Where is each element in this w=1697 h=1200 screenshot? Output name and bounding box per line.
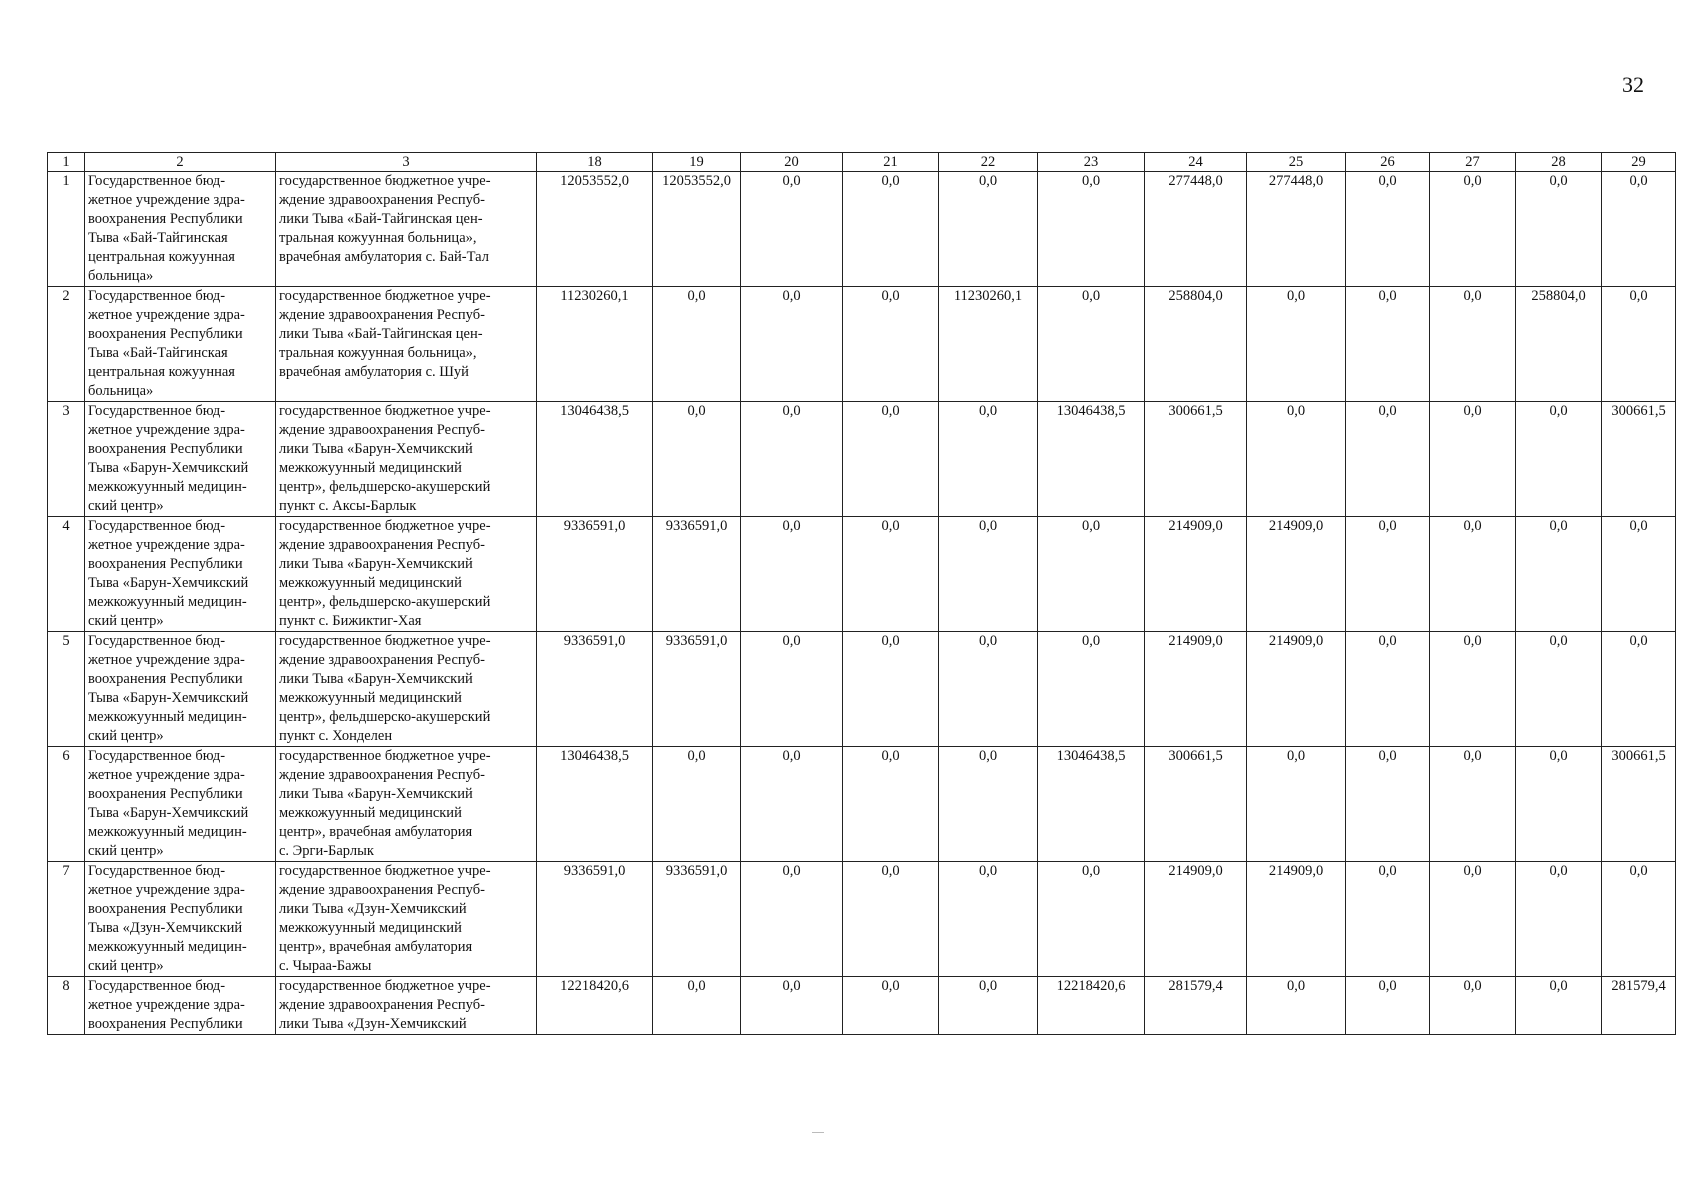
- value-cell: 0,0: [843, 747, 939, 862]
- row-number: 8: [48, 977, 85, 1035]
- value-cell: 0,0: [843, 862, 939, 977]
- value-cell: 0,0: [741, 402, 843, 517]
- value-cell: 0,0: [741, 862, 843, 977]
- value-cell: 0,0: [1602, 517, 1676, 632]
- value-cell: 0,0: [1038, 862, 1145, 977]
- value-cell: 0,0: [1516, 517, 1602, 632]
- value-cell: 0,0: [1038, 287, 1145, 402]
- value-cell: 0,0: [939, 172, 1038, 287]
- value-cell: 9336591,0: [653, 517, 741, 632]
- table-row: [48, 287, 1676, 402]
- table-row: [48, 977, 1676, 1035]
- value-cell: 0,0: [1247, 977, 1346, 1035]
- value-cell: 0,0: [1247, 402, 1346, 517]
- value-cell: 0,0: [1247, 747, 1346, 862]
- value-cell: 0,0: [653, 287, 741, 402]
- value-cell: 0,0: [939, 747, 1038, 862]
- value-cell: 0,0: [939, 977, 1038, 1035]
- header-cell: 27: [1430, 153, 1516, 172]
- facility-name: государственное бюджетное учре- ждение здравоохранения Респуб- лики Тыва «Барун-Хемчикский межкожуунный медицинский центр», врачебная амбулатория с. Эрги-Барлык: [276, 747, 537, 862]
- value-cell: 0,0: [1602, 862, 1676, 977]
- value-cell: 0,0: [1516, 172, 1602, 287]
- value-cell: 0,0: [1430, 402, 1516, 517]
- facility-name: государственное бюджетное учре- ждение здравоохранения Респуб- лики Тыва «Бай-Тайгинская цен- тральная кожуунная больница», врачебная амбулатория с. Бай-Тал: [276, 172, 537, 287]
- header-cell: 18: [537, 153, 653, 172]
- value-cell: 0,0: [1346, 402, 1430, 517]
- header-cell: 26: [1346, 153, 1430, 172]
- value-cell: 13046438,5: [537, 402, 653, 517]
- table-row: [48, 517, 1676, 632]
- value-cell: 0,0: [1516, 402, 1602, 517]
- value-cell: 0,0: [843, 517, 939, 632]
- table-row: [48, 172, 1676, 287]
- value-cell: 300661,5: [1602, 747, 1676, 862]
- value-cell: 9336591,0: [653, 862, 741, 977]
- page-number: 32: [1622, 72, 1644, 97]
- value-cell: 0,0: [741, 632, 843, 747]
- value-cell: 0,0: [939, 862, 1038, 977]
- value-cell: 0,0: [843, 172, 939, 287]
- value-cell: 13046438,5: [1038, 747, 1145, 862]
- header-cell: 23: [1038, 153, 1145, 172]
- value-cell: 0,0: [1346, 172, 1430, 287]
- value-cell: 0,0: [741, 747, 843, 862]
- value-cell: 214909,0: [1247, 862, 1346, 977]
- header-cell: 25: [1247, 153, 1346, 172]
- header-cell: 2: [85, 153, 276, 172]
- value-cell: 0,0: [1516, 977, 1602, 1035]
- value-cell: 11230260,1: [537, 287, 653, 402]
- header-cell: 29: [1602, 153, 1676, 172]
- value-cell: 12053552,0: [537, 172, 653, 287]
- data-table-container: [47, 152, 1675, 1035]
- institution-name: Государственное бюд- жетное учреждение здра- воохранения Республики Тыва «Бай-Тайгинская центральная кожуунная больница»: [85, 287, 276, 402]
- value-cell: 214909,0: [1247, 632, 1346, 747]
- institution-name: Государственное бюд- жетное учреждение здра- воохранения Республики Тыва «Барун-Хемчикский межкожуунный медицин- ский центр»: [85, 402, 276, 517]
- value-cell: 281579,4: [1145, 977, 1247, 1035]
- value-cell: 214909,0: [1145, 632, 1247, 747]
- header-cell: 28: [1516, 153, 1602, 172]
- value-cell: 9336591,0: [537, 862, 653, 977]
- value-cell: 0,0: [843, 632, 939, 747]
- value-cell: 0,0: [741, 977, 843, 1035]
- row-number: 5: [48, 632, 85, 747]
- data-table: [47, 152, 1676, 1035]
- institution-name: Государственное бюд- жетное учреждение здра- воохранения Республики Тыва «Барун-Хемчикский межкожуунный медицин- ский центр»: [85, 747, 276, 862]
- header-cell: 22: [939, 153, 1038, 172]
- value-cell: 0,0: [1346, 287, 1430, 402]
- institution-name: Государственное бюд- жетное учреждение здра- воохранения Республики Тыва «Дзун-Хемчикский межкожуунный медицин- ский центр»: [85, 862, 276, 977]
- value-cell: 0,0: [1430, 172, 1516, 287]
- row-number: 7: [48, 862, 85, 977]
- value-cell: 0,0: [1346, 517, 1430, 632]
- header-cell: 19: [653, 153, 741, 172]
- value-cell: 214909,0: [1247, 517, 1346, 632]
- value-cell: 0,0: [1602, 172, 1676, 287]
- value-cell: 300661,5: [1145, 402, 1247, 517]
- value-cell: 0,0: [1430, 977, 1516, 1035]
- value-cell: 0,0: [1516, 632, 1602, 747]
- header-cell: 1: [48, 153, 85, 172]
- value-cell: 0,0: [939, 517, 1038, 632]
- row-number: 4: [48, 517, 85, 632]
- value-cell: 0,0: [1516, 862, 1602, 977]
- value-cell: 277448,0: [1247, 172, 1346, 287]
- facility-name: государственное бюджетное учре- ждение здравоохранения Респуб- лики Тыва «Барун-Хемчикский межкожуунный медицинский центр», фельдшерско-акушерский пункт с. Аксы-Барлык: [276, 402, 537, 517]
- header-cell: 24: [1145, 153, 1247, 172]
- value-cell: 0,0: [653, 747, 741, 862]
- value-cell: 0,0: [843, 402, 939, 517]
- value-cell: 0,0: [1430, 517, 1516, 632]
- value-cell: 0,0: [653, 977, 741, 1035]
- facility-name: государственное бюджетное учре- ждение здравоохранения Респуб- лики Тыва «Дзун-Хемчикский межкожуунный медицинский центр», врачебная амбулатория с. Чыраа-Бажы: [276, 862, 537, 977]
- value-cell: 0,0: [939, 632, 1038, 747]
- header-cell: 20: [741, 153, 843, 172]
- value-cell: 9336591,0: [653, 632, 741, 747]
- value-cell: 214909,0: [1145, 517, 1247, 632]
- value-cell: 277448,0: [1145, 172, 1247, 287]
- value-cell: 9336591,0: [537, 517, 653, 632]
- header-cell: 21: [843, 153, 939, 172]
- institution-name: Государственное бюд- жетное учреждение здра- воохранения Республики Тыва «Барун-Хемчикский межкожуунный медицин- ский центр»: [85, 632, 276, 747]
- table-row: [48, 632, 1676, 747]
- value-cell: 0,0: [1346, 747, 1430, 862]
- row-number: 6: [48, 747, 85, 862]
- value-cell: 0,0: [1430, 287, 1516, 402]
- value-cell: 0,0: [1346, 977, 1430, 1035]
- institution-name: Государственное бюд- жетное учреждение здра- воохранения Республики Тыва «Барун-Хемчикский межкожуунный медицин- ский центр»: [85, 517, 276, 632]
- value-cell: 13046438,5: [1038, 402, 1145, 517]
- value-cell: 0,0: [1346, 632, 1430, 747]
- value-cell: 0,0: [843, 287, 939, 402]
- facility-name: государственное бюджетное учре- ждение здравоохранения Респуб- лики Тыва «Бай-Тайгинская цен- тральная кожуунная больница», врачебная амбулатория с. Шуй: [276, 287, 537, 402]
- facility-name: государственное бюджетное учре- ждение здравоохранения Респуб- лики Тыва «Дзун-Хемчикский: [276, 977, 537, 1035]
- value-cell: 0,0: [741, 172, 843, 287]
- value-cell: 0,0: [1430, 747, 1516, 862]
- value-cell: 12218420,6: [537, 977, 653, 1035]
- value-cell: 0,0: [1430, 632, 1516, 747]
- header-cell: 3: [276, 153, 537, 172]
- table-row: [48, 402, 1676, 517]
- value-cell: 0,0: [843, 977, 939, 1035]
- value-cell: 258804,0: [1145, 287, 1247, 402]
- value-cell: 281579,4: [1602, 977, 1676, 1035]
- value-cell: 0,0: [741, 287, 843, 402]
- value-cell: 0,0: [1038, 517, 1145, 632]
- value-cell: 0,0: [1038, 632, 1145, 747]
- value-cell: 0,0: [741, 517, 843, 632]
- value-cell: 0,0: [1038, 172, 1145, 287]
- value-cell: 0,0: [1602, 287, 1676, 402]
- value-cell: 9336591,0: [537, 632, 653, 747]
- table-row: [48, 747, 1676, 862]
- value-cell: 0,0: [1602, 632, 1676, 747]
- row-number: 2: [48, 287, 85, 402]
- value-cell: 0,0: [1430, 862, 1516, 977]
- value-cell: 0,0: [939, 402, 1038, 517]
- value-cell: 0,0: [1346, 862, 1430, 977]
- value-cell: 12053552,0: [653, 172, 741, 287]
- value-cell: 214909,0: [1145, 862, 1247, 977]
- facility-name: государственное бюджетное учре- ждение здравоохранения Респуб- лики Тыва «Барун-Хемчикский межкожуунный медицинский центр», фельдшерско-акушерский пункт с. Бижиктиг-Хая: [276, 517, 537, 632]
- row-number: 3: [48, 402, 85, 517]
- value-cell: 12218420,6: [1038, 977, 1145, 1035]
- value-cell: 11230260,1: [939, 287, 1038, 402]
- table-header-row: [48, 153, 1676, 172]
- institution-name: Государственное бюд- жетное учреждение здра- воохранения Республики: [85, 977, 276, 1035]
- value-cell: 13046438,5: [537, 747, 653, 862]
- value-cell: 0,0: [1516, 747, 1602, 862]
- value-cell: 0,0: [653, 402, 741, 517]
- value-cell: 300661,5: [1602, 402, 1676, 517]
- table-row: [48, 862, 1676, 977]
- facility-name: государственное бюджетное учре- ждение здравоохранения Респуб- лики Тыва «Барун-Хемчикский межкожуунный медицинский центр», фельдшерско-акушерский пункт с. Хонделен: [276, 632, 537, 747]
- scan-artifact: [812, 1132, 824, 1133]
- value-cell: 300661,5: [1145, 747, 1247, 862]
- row-number: 1: [48, 172, 85, 287]
- institution-name: Государственное бюд- жетное учреждение здра- воохранения Республики Тыва «Бай-Тайгинская центральная кожуунная больница»: [85, 172, 276, 287]
- value-cell: 258804,0: [1516, 287, 1602, 402]
- value-cell: 0,0: [1247, 287, 1346, 402]
